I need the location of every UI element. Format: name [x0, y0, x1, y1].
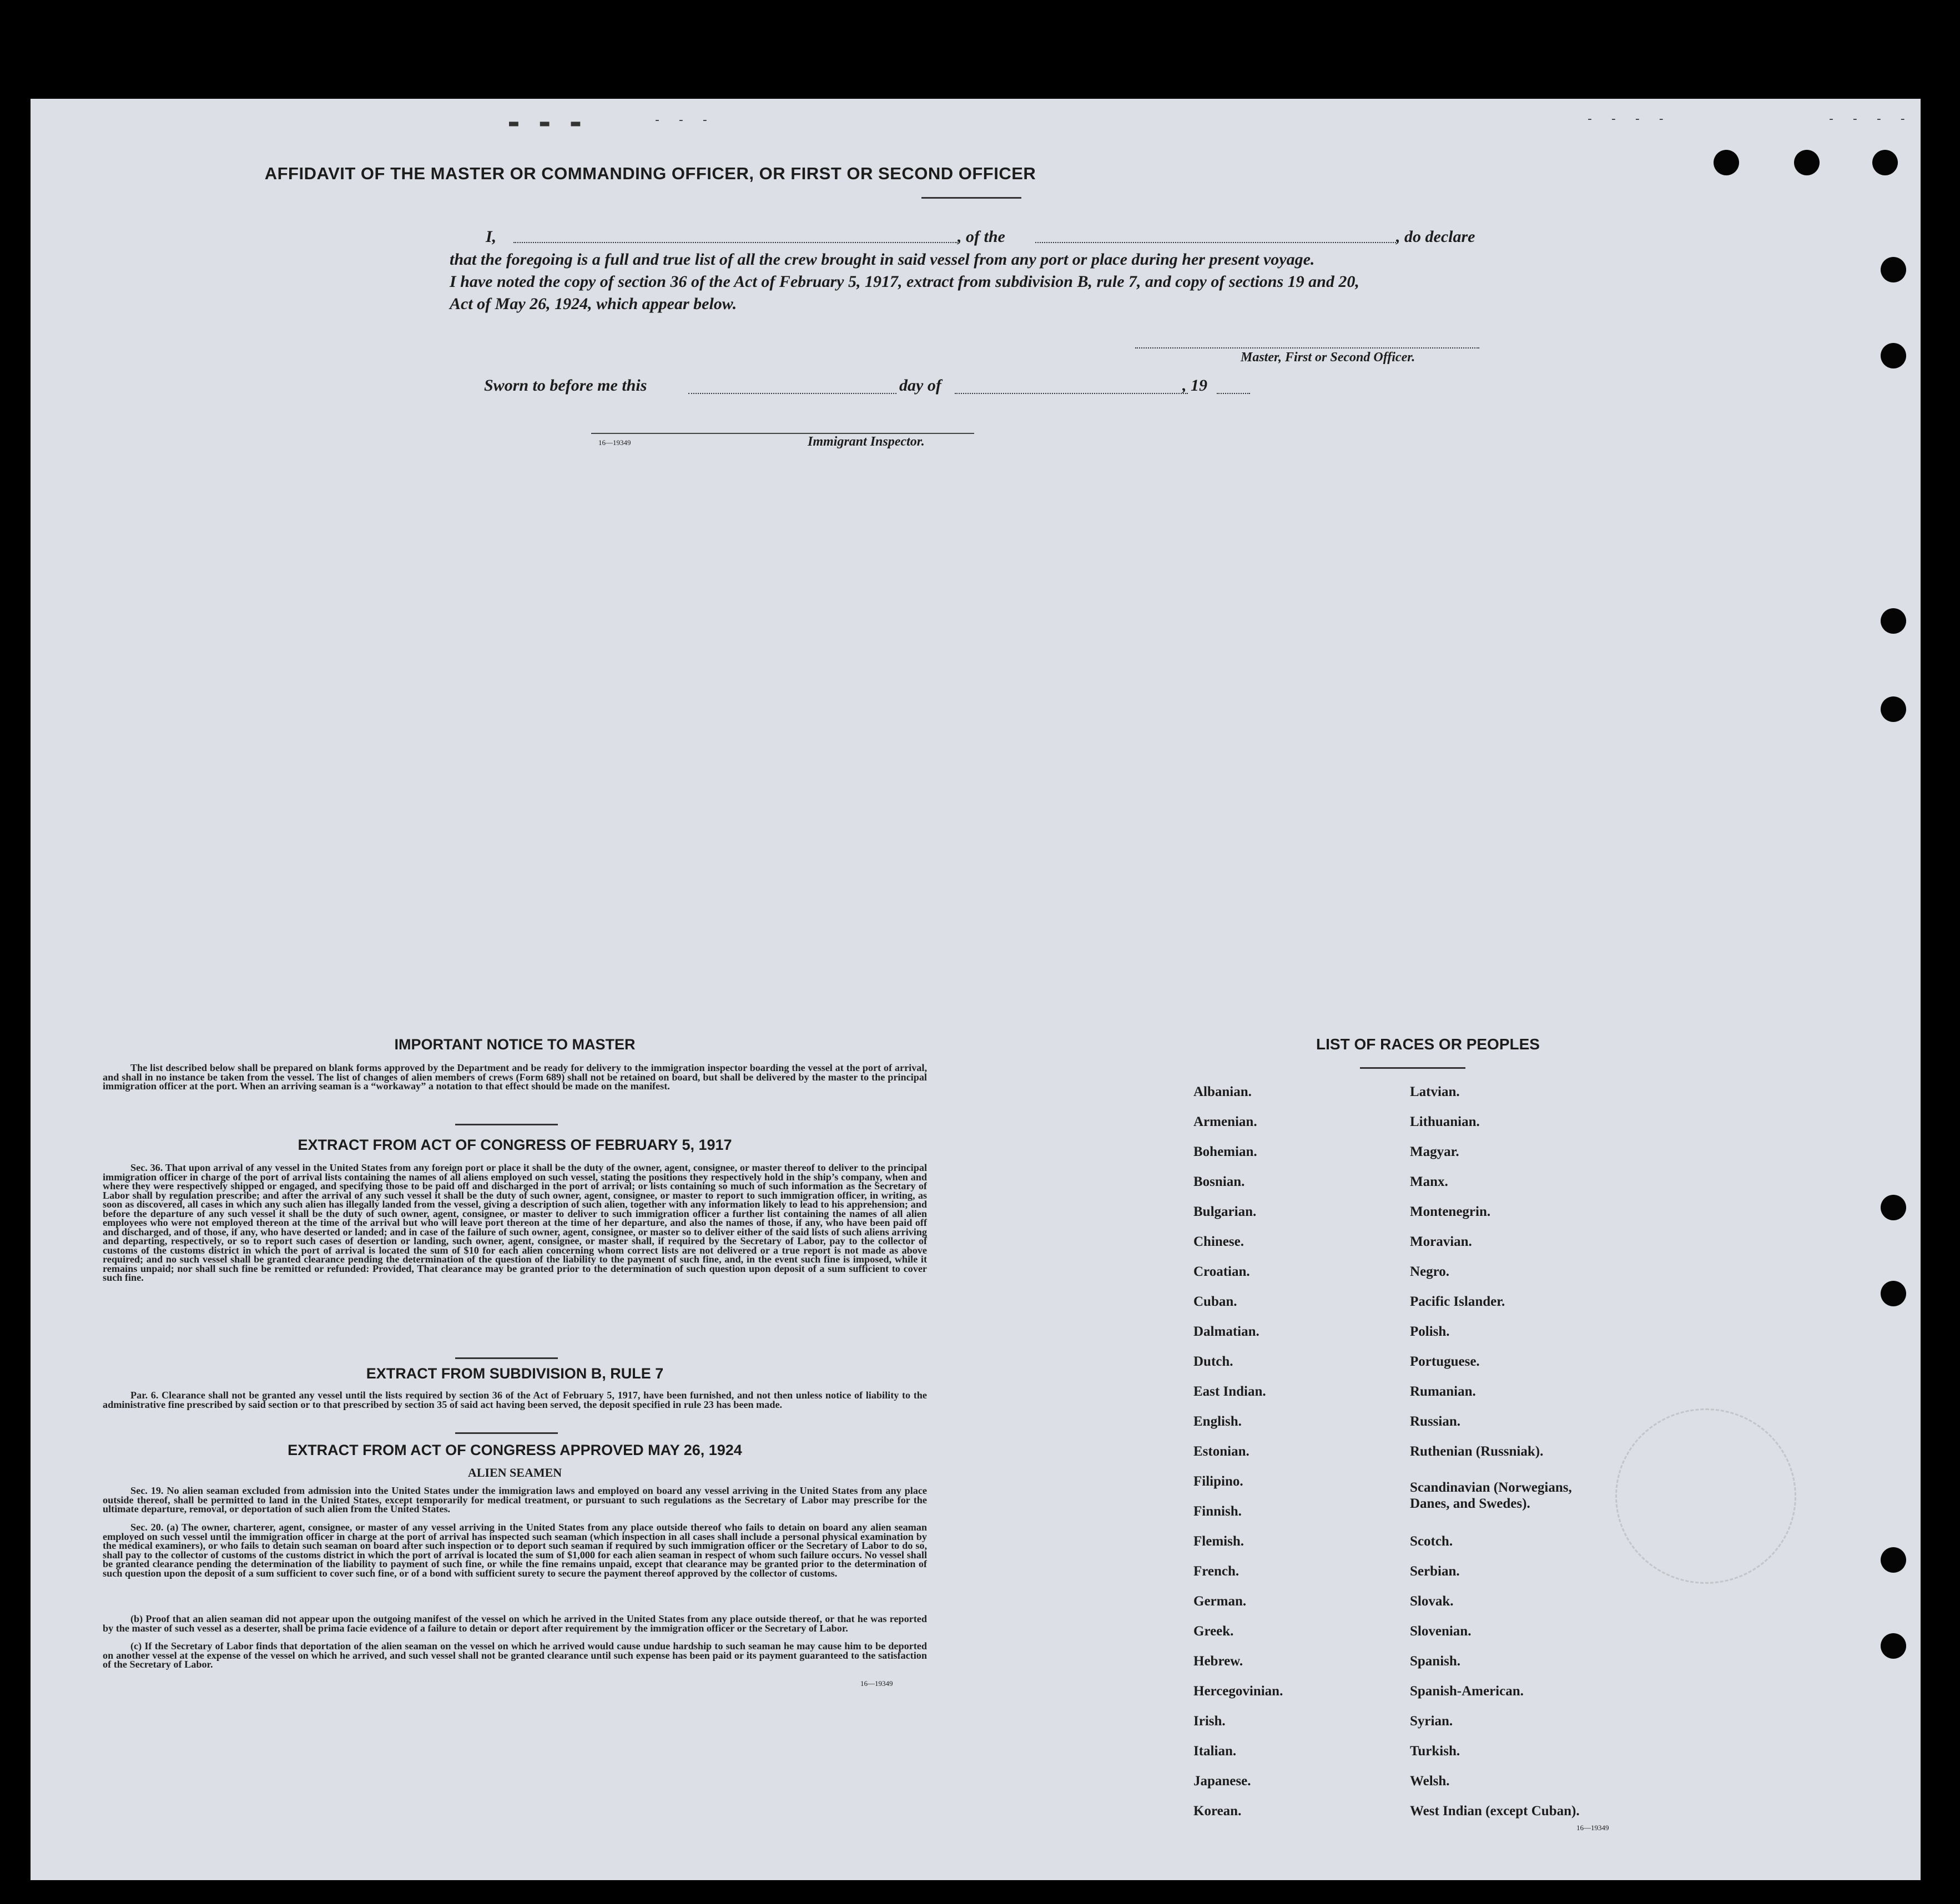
affidavit-declare-label: , do declare [1396, 228, 1475, 246]
extract-1917-body: Sec. 36. That upon arrival of any vessel in the United States from any foreign port or place it shall be the duty of the owner, agent, consignee, or master thereof to deliver to the principal immigration officer in charge of the port of arrival lists containing the names of all aliens employed on such vessel, stating the positions they respectively hold in the ship’s company, when and where they were respectively shipped or engaged, and specifying those to be paid off and discharged in the port of arrival; or lists containing so much of such information as the Secretary of Labor shall by regulation prescribe; and after the arrival of any such vessel it shall be the duty of such owner, agent, consignee, or master to report to such immigration officer, in writing, as soon as discovered, all cases in which any such alien has illegally landed from the vessel, giving a description of such alien, together with any information likely to lead to his apprehension; and before the departure of any such vessel it shall be the duty of such owner, agent, consignee, or master to deliver to such immigration officer a further list containing the names of all alien employees who were not employed thereon at the time of the arrival but who will leave port thereon at the time of her departure, and also the names of those, if any, who have been paid off and discharged, and of those, if any, who have deserted or landed; and in case of the failure of such owner, agent, consignee, or master so to deliver either of the said lists of such aliens arriving and departing, respectively, or so to report such cases of desertion or landing, such owner, agent, consignee, or master shall, if required by the Secretary of Labor, pay to the collector of customs of the customs district in which the port of arrival is located the sum of $10 for each alien concerning whom correct lists are not delivered or a true report is not made as above required; and no such vessel shall be granted clearance pending the determination of the question of the liability to the payment of such fine, and, in the event such fine is imposed, while it remains unpaid; nor shall such fine be remitted or refunded: Provided, That clearance may be granted prior to the determination of such question upon deposit of a sum sufficient to cover such fine. [103, 1162, 927, 1283]
race-item: Armenian. [1193, 1114, 1257, 1129]
race-item: Hebrew. [1193, 1654, 1243, 1669]
signature-field[interactable] [1135, 347, 1479, 349]
divider [1360, 1067, 1465, 1069]
binder-hole [1872, 150, 1898, 175]
race-item: Bohemian. [1193, 1144, 1257, 1159]
divider [455, 1124, 558, 1125]
punch-marks: - - - - [1829, 112, 1913, 126]
section-19-text: Sec. 19. No alien seaman excluded from admission into the United States under the immigration laws and employed on board any vessel arriving in the United States from any place outside thereof, shall be permitted to land in the United States, except temporarily for medical treatment, or pursuant to such regulations as the Secretary of Labor may prescribe for the ultimate departure, removal, or deportation of such alien from the United States. [103, 1485, 927, 1514]
race-item: Lithuanian. [1410, 1114, 1480, 1129]
race-item: Spanish. [1410, 1654, 1461, 1669]
section-20a-text: Sec. 20. (a) The owner, charterer, agent, consignee, or master of any vessel arriving in the United States from any place outside thereof who fails to detain on board any alien seaman employed on such vessel until the immigration officer in charge at the port of arrival has inspected such seaman (which inspection in all cases shall include a personal physical examination by the medical examiners), or who fails to detain such seaman on board after such inspection or to deport such seaman if required by such immigration officer or the Secretary of Labor to do so, shall pay to the collector of customs of the customs district in which the port of arrival is located the sum of $1,000 for each alien seaman in respect of whom such failure occurs. No vessel shall be granted clearance pending the determination of the liability to payment of such fine, or while the fine remains unpaid, except that clearance may be granted prior to the determination of such question upon the deposit of a sum sufficient to cover such fine, or of a bond with sufficient surety to secure the payment thereof approved by the collector of customs. [103, 1522, 927, 1579]
sworn-year-field[interactable] [1217, 393, 1250, 394]
race-item: Croatian. [1193, 1264, 1250, 1279]
extract-rule7-title: EXTRACT FROM SUBDIVISION B, RULE 7 [366, 1365, 664, 1382]
sworn-label: Sworn to before me this [484, 376, 647, 395]
extract-1924-title: EXTRACT FROM ACT OF CONGRESS APPROVED MAY 26, 1924 [288, 1442, 742, 1458]
form-number: 16—19349 [598, 438, 631, 447]
race-item: Chinese. [1193, 1234, 1244, 1249]
race-item: Turkish. [1410, 1744, 1460, 1759]
races-title: LIST OF RACES OR PEOPLES [1316, 1036, 1540, 1053]
binder-hole [1881, 1633, 1906, 1659]
race-item: Russian. [1410, 1414, 1461, 1429]
punch-marks: ▬ ▬ ▬ [508, 117, 589, 130]
notice-body: The list described below shall be prepared on blank forms approved by the Department and be ready for delivery to the immigration inspector boarding the vessel at the port of arrival, and shall in no instance be taken from the vessel. The list of changes of alien members of crews (Form 689) shall not be retained on board, but shall be delivered by the master to the principal immigration officer at the port. When an arriving seaman is a “workaway” a notation to that effect should be made on the manifest. [103, 1062, 927, 1092]
race-item: Filipino. [1193, 1474, 1243, 1489]
race-item: French. [1193, 1564, 1240, 1579]
race-item: Syrian. [1410, 1714, 1453, 1729]
notice-title: IMPORTANT NOTICE TO MASTER [394, 1036, 636, 1053]
year-label: , 19 [1182, 376, 1207, 395]
race-item: Hercegovinian. [1193, 1684, 1283, 1699]
sworn-month-field[interactable] [955, 393, 1188, 394]
race-item: Japanese. [1193, 1774, 1251, 1789]
race-item: East Indian. [1193, 1384, 1266, 1399]
race-item: Moravian. [1410, 1234, 1472, 1249]
alien-seamen-subtitle: ALIEN SEAMEN [467, 1466, 562, 1479]
inspector-signature-field[interactable] [591, 433, 974, 434]
race-item: Serbian. [1410, 1564, 1460, 1579]
binder-hole [1881, 696, 1906, 722]
race-item: Korean. [1193, 1804, 1242, 1819]
race-item: Scandinavian (Norwegians, Danes, and Swedes). [1410, 1480, 1572, 1511]
form-number: 16—19349 [860, 1679, 893, 1688]
race-item: Spanish-American. [1410, 1684, 1524, 1699]
section-20b-text: (b) Proof that an alien seaman did not appear upon the outgoing manifest of the vessel on which he arrived in the United States from any place outside thereof, or that he was reported by the master of such vessel as a deserter, shall be prima facie evidence of a failure to detain or deport after requirement by the immigration officer or the Secretary of Labor. [103, 1613, 927, 1634]
affidavit-i-label: I, [486, 228, 497, 246]
race-item: Albanian. [1193, 1084, 1252, 1099]
divider [921, 197, 1021, 199]
binder-hole [1794, 150, 1820, 175]
race-item: Ruthenian (Russniak). [1410, 1444, 1544, 1459]
race-item: Irish. [1193, 1714, 1226, 1729]
race-item: Pacific Islander. [1410, 1294, 1505, 1309]
binder-hole [1881, 1281, 1906, 1306]
race-item: Italian. [1193, 1744, 1237, 1759]
sworn-day-field[interactable] [688, 393, 896, 394]
race-item: Polish. [1410, 1324, 1450, 1339]
race-item: Greek. [1193, 1624, 1234, 1639]
form-number: 16—19349 [1576, 1824, 1609, 1832]
faint-seal-stamp [1615, 1408, 1796, 1584]
affidavit-title: AFFIDAVIT OF THE MASTER OR COMMANDING OFFICER, OR FIRST OR SECOND OFFICER [264, 164, 1036, 183]
race-item: Latvian. [1410, 1084, 1460, 1099]
vessel-field[interactable] [1035, 242, 1396, 243]
race-item: English. [1193, 1414, 1242, 1429]
binder-hole [1881, 343, 1906, 368]
signature-label: Master, First or Second Officer. [1241, 350, 1415, 365]
form-sheet [31, 99, 1921, 1880]
race-item: Magyar. [1410, 1144, 1459, 1159]
binder-hole [1881, 1547, 1906, 1573]
race-item: Dutch. [1193, 1354, 1233, 1369]
name-field[interactable] [513, 242, 958, 243]
affidavit-statement-line: Act of May 26, 1924, which appear below. [450, 295, 737, 313]
divider [455, 1357, 558, 1359]
race-item: Cuban. [1193, 1294, 1237, 1309]
race-item: German. [1193, 1594, 1247, 1609]
punch-marks: - - - - [1588, 112, 1671, 126]
race-item: Finnish. [1193, 1504, 1242, 1519]
affidavit-statement-line: I have noted the copy of section 36 of the Act of February 5, 1917, extract from subdivision B, rule 7, and copy of sections 19 and 20, [450, 272, 1359, 291]
race-item: Bulgarian. [1193, 1204, 1257, 1219]
extract-rule7-body: Par. 6. Clearance shall not be granted any vessel until the lists required by section 36 of the Act of February 5, 1917, have been furnished, and not then unless notice of liability to the administrative fine prescribed by said section or to that prescribed by section 35 of said act having been served, the deposit specified in rule 23 has been made. [103, 1390, 927, 1410]
binder-hole [1881, 257, 1906, 282]
binder-hole [1881, 608, 1906, 634]
race-item: West Indian (except Cuban). [1410, 1804, 1580, 1819]
binder-hole [1881, 1195, 1906, 1220]
race-item: Montenegrin. [1410, 1204, 1491, 1219]
race-item: Dalmatian. [1193, 1324, 1259, 1339]
extract-1917-title: EXTRACT FROM ACT OF CONGRESS OF FEBRUARY 5, 1917 [298, 1137, 732, 1153]
race-item: Estonian. [1193, 1444, 1249, 1459]
race-item: Portuguese. [1410, 1354, 1480, 1369]
day-of-label: day of [899, 376, 941, 395]
race-item: Manx. [1410, 1174, 1448, 1189]
race-item: Scotch. [1410, 1534, 1453, 1549]
binder-hole [1714, 150, 1739, 175]
affidavit-statement-line: that the foregoing is a full and true list of all the crew brought in said vessel from any port or place during her present voyage. [450, 250, 1315, 269]
inspector-label: Immigrant Inspector. [808, 435, 925, 449]
race-item: Flemish. [1193, 1534, 1244, 1549]
race-item: Slovak. [1410, 1594, 1454, 1609]
section-20c-text: (c) If the Secretary of Labor finds that deportation of the alien seaman on the vessel on which he arrived would cause undue hardship to such seaman he may cause him to be deported on another vessel at the expense of the vessel on which he arrived, and such vessel shall not be granted clearance until such expense has been paid or its payment guaranteed to the satisfaction of the Secretary of Labor. [103, 1640, 927, 1670]
race-item: Rumanian. [1410, 1384, 1476, 1399]
race-item: Bosnian. [1193, 1174, 1245, 1189]
divider [455, 1432, 558, 1434]
race-item: Welsh. [1410, 1774, 1450, 1789]
race-item: Negro. [1410, 1264, 1450, 1279]
affidavit-of-the-label: , of the [958, 228, 1005, 246]
punch-marks: - - - [655, 113, 715, 127]
race-item: Slovenian. [1410, 1624, 1472, 1639]
